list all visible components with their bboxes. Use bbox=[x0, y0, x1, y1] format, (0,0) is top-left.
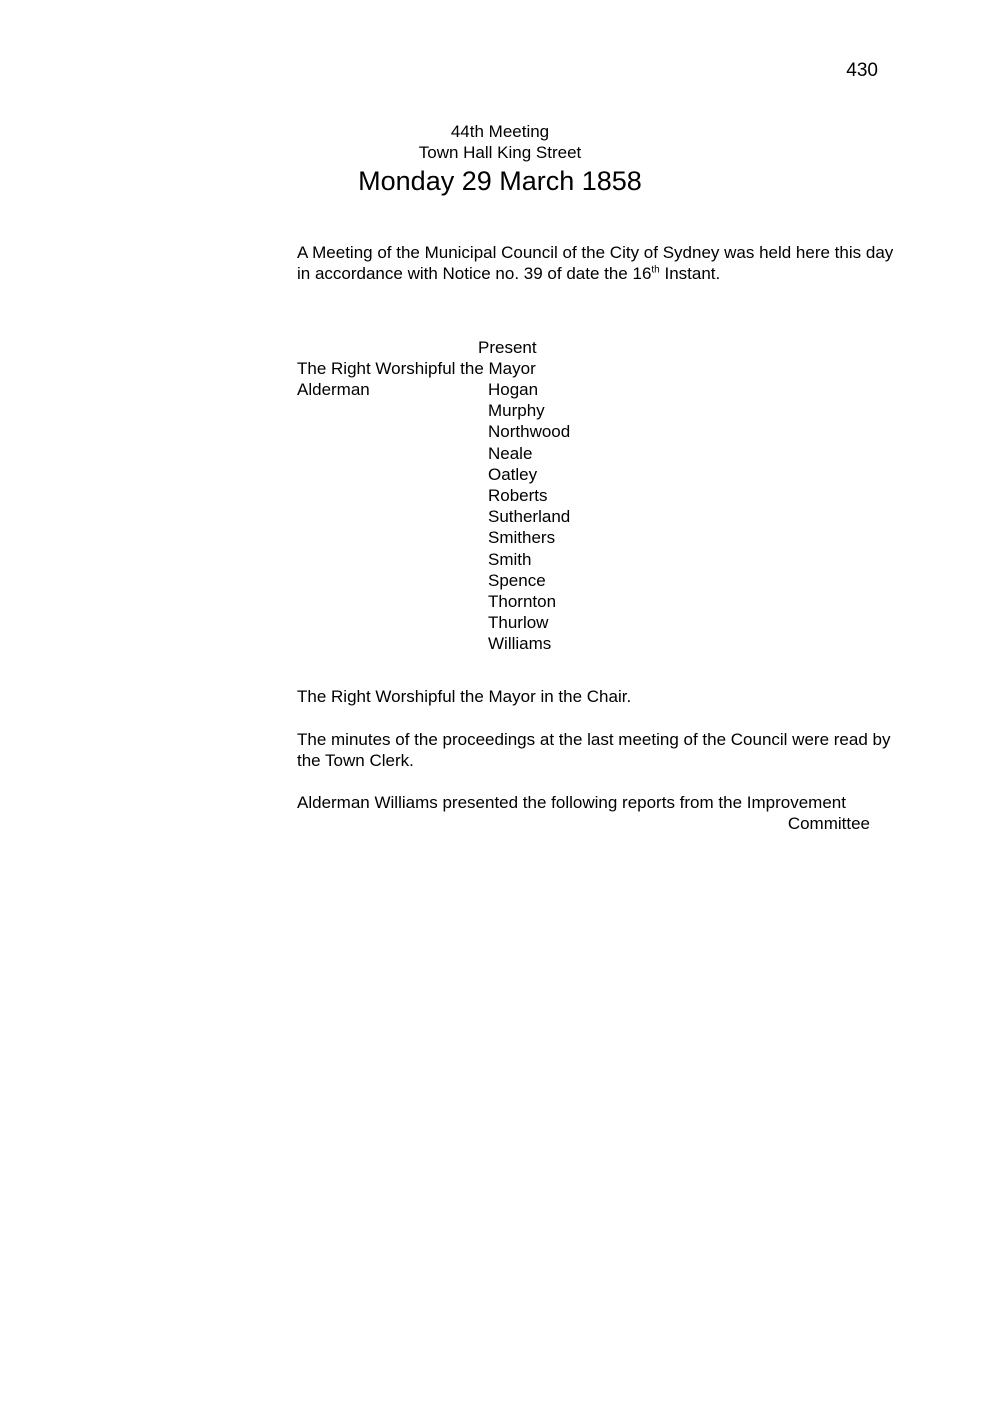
intro-text-end: Instant. bbox=[659, 264, 721, 283]
meeting-location: Town Hall King Street bbox=[418, 143, 582, 162]
alderman-label: Alderman bbox=[297, 380, 370, 399]
alderman-name: Spence bbox=[488, 570, 546, 590]
alderman-name: Sutherland bbox=[488, 507, 571, 527]
alderman-name: Smith bbox=[488, 549, 532, 569]
alderman-name: Thornton bbox=[488, 592, 557, 612]
alderman-name: Thurlow bbox=[488, 613, 549, 633]
meeting-date: Monday 29 March 1858 bbox=[358, 166, 642, 196]
meeting-number: 44th Meeting bbox=[450, 122, 550, 141]
reports-text: Alderman Williams presented the following reports from the Improvement bbox=[297, 793, 846, 812]
minutes-paragraph: The minutes of the proceedings at the last meeting of the Council were read by the Town Clerk. bbox=[297, 730, 891, 770]
page-number: 430 bbox=[846, 60, 878, 81]
intro-text: A Meeting of the Municipal Council of the City of Sydney was held here this day in accordance with Notice no. 39 of date the 16 bbox=[297, 243, 894, 283]
reports-paragraph bbox=[297, 792, 897, 834]
meeting-header bbox=[300, 121, 700, 198]
alderman-name: Hogan bbox=[488, 380, 539, 399]
aldermen-list bbox=[488, 379, 570, 655]
present-label: Present bbox=[478, 338, 537, 357]
alderman-name: Northwood bbox=[488, 422, 571, 442]
ordinal-suffix: th bbox=[651, 264, 660, 276]
intro-paragraph bbox=[297, 242, 897, 284]
alderman-name: Oatley bbox=[488, 464, 538, 484]
alderman-name: Murphy bbox=[488, 401, 545, 421]
alderman-name: Smithers bbox=[488, 528, 556, 548]
alderman-name: Roberts bbox=[488, 486, 548, 506]
mayor-attendee: The Right Worshipful the Mayor bbox=[297, 359, 536, 378]
alderman-name: Williams bbox=[488, 634, 552, 654]
alderman-name: Neale bbox=[488, 443, 533, 463]
reports-committee: Committee bbox=[787, 814, 870, 833]
chair-paragraph: The Right Worshipful the Mayor in the Chair. bbox=[297, 687, 632, 706]
